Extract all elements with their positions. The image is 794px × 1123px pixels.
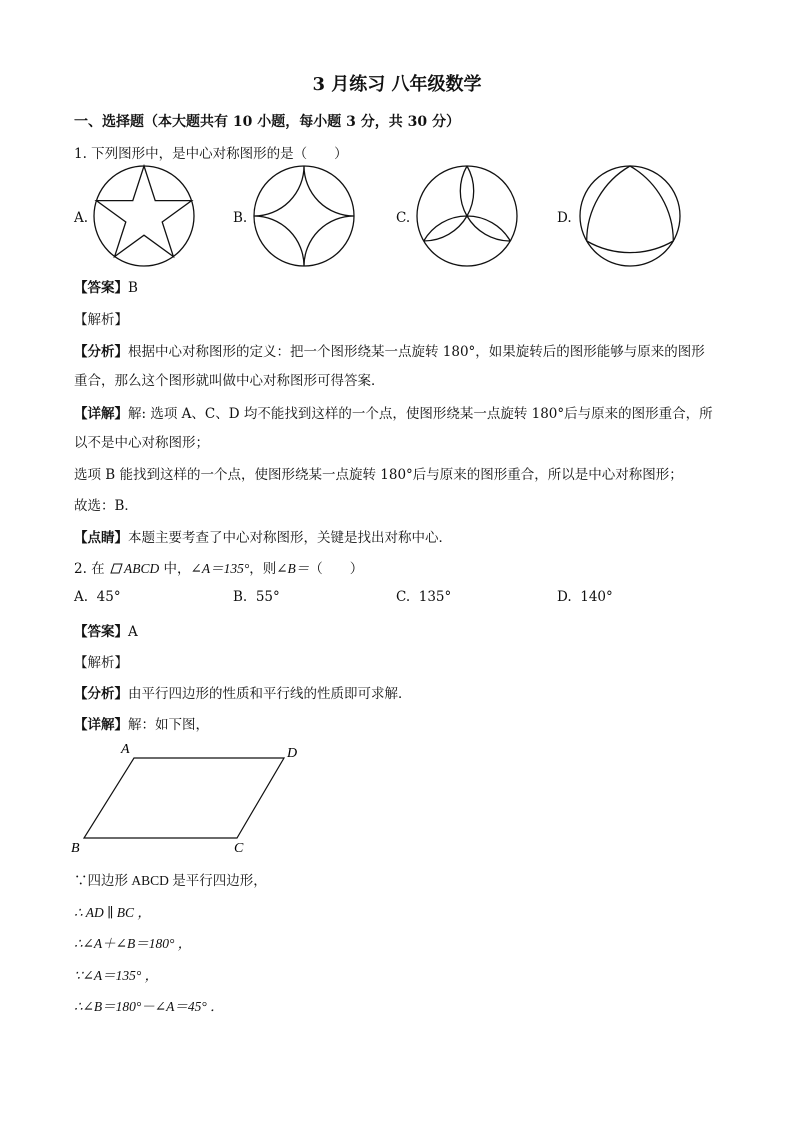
option-value: 45° — [96, 589, 121, 605]
xiangjie-text: 解：如下图， — [128, 717, 209, 733]
vertex-label-c: C — [234, 841, 244, 856]
page-title: 3 月练习 八年级数学 — [312, 74, 482, 95]
q1-option-c-label: C. — [396, 210, 411, 226]
answer-value: B — [128, 280, 138, 296]
q1-option-b-label: B. — [233, 210, 248, 226]
q2-option-d — [557, 589, 613, 605]
option-value: 135° — [418, 589, 452, 605]
q2-stem-post: ，则 — [249, 561, 277, 577]
answer-tag: 【答案】 — [74, 624, 128, 640]
fenxi-tag: 【分析】 — [74, 686, 128, 702]
q1-option-d-label: D. — [557, 210, 572, 226]
q2-option-c — [396, 589, 451, 605]
fenxi-text: 根据中心对称图形的定义：把一个图形绕某一点旋转 180°，如果旋转后的图形能够与原来的图形 — [128, 344, 705, 360]
q1-option-a-label: A. — [74, 210, 89, 226]
q1-option-d-figure — [578, 164, 682, 268]
q2-answer — [74, 620, 138, 640]
option-label: B. — [233, 589, 248, 605]
option-label: C. — [396, 589, 411, 605]
q1-option-b-figure — [252, 164, 356, 268]
q1-dianjing — [74, 526, 452, 546]
q2-angle-a: ∠A＝135° — [190, 561, 250, 576]
q2-stem-mid: 中， — [159, 561, 191, 577]
parallelogram-figure — [66, 738, 316, 858]
q1-fenxi — [74, 340, 705, 360]
q2-stem-end: （ ） — [309, 561, 364, 577]
q2-step-4: ∵∠A＝135° ， — [74, 968, 159, 983]
xiangjie-tag: 【详解】 — [74, 406, 128, 422]
q2-fenxi — [74, 682, 412, 702]
q2-xiangjie — [74, 713, 209, 733]
curved-triangle-shape — [587, 166, 674, 253]
q1-conclusion: 故选：B． — [74, 498, 138, 514]
section-heading: 一、选择题（本大题共有 10 小题，每小题 3 分，共 30 分） — [74, 114, 460, 130]
xiangjie-tag: 【详解】 — [74, 717, 128, 733]
answer-tag: 【答案】 — [74, 280, 128, 296]
q2-shape-name: ABCD — [123, 561, 160, 576]
q2-analysis-tag: 【解析】 — [74, 655, 128, 671]
option-value: 55° — [255, 589, 280, 605]
vertex-label-b: B — [71, 841, 80, 856]
q2-step-3: ∴∠A＋∠B＝180° ， — [74, 936, 192, 951]
option-value: 140° — [580, 589, 613, 605]
circle-shape — [254, 166, 354, 266]
q2-stem — [74, 557, 363, 577]
answer-value: A — [128, 624, 138, 640]
q2-option-b — [233, 589, 280, 605]
option-label: A. — [74, 589, 89, 605]
vertex-label-d: D — [287, 746, 298, 761]
fenxi-tag: 【分析】 — [74, 344, 128, 360]
q2-step-2: ∴ AD ∥ BC ， — [74, 905, 151, 920]
parallelogram-symbol-icon — [110, 563, 123, 574]
q2-angle-b: ∠B＝ — [276, 561, 310, 576]
petal-shape — [424, 216, 467, 241]
q1-xiangjie — [74, 402, 713, 422]
parallelogram-shape — [84, 758, 284, 838]
q2-step-1: ∵四边形 ABCD 是平行四边形， — [74, 873, 267, 888]
q2-step-5: ∴∠B＝180°－∠A＝45° ． — [74, 999, 224, 1014]
q1-analysis-tag: 【解析】 — [74, 312, 128, 328]
dianjing-tag: 【点睛】 — [74, 530, 128, 546]
q2-stem-prefix: 2. 在 — [74, 561, 105, 577]
q1-xiangjie-cont: 以不是中心对称图形； — [74, 435, 209, 451]
q1-option-c-figure — [415, 164, 519, 268]
q2-option-a — [74, 589, 121, 605]
q1-answer — [74, 276, 138, 296]
fenxi-text: 由平行四边形的性质和平行线的性质即可求解． — [128, 686, 412, 702]
vertex-label-a: A — [121, 742, 130, 757]
petal-shape — [460, 166, 473, 216]
q1-xiangjie-line3: 选项 B 能找到这样的一个点，使图形绕某一点旋转 180°后与原来的图形重合，所以是中心对称图形； — [74, 467, 683, 483]
q1-stem: 1. 下列图形中，是中心对称图形的是（ ） — [74, 146, 348, 162]
circle-shape — [580, 166, 680, 266]
q1-option-a-figure — [92, 164, 196, 268]
q1-fenxi-cont: 重合，那么这个图形就叫做中心对称图形可得答案． — [74, 373, 385, 389]
xiangjie-text: 解: 选项 A、C、D 均不能找到这样的一个点，使图形绕某一点旋转 180°后与原来的图形重合，所 — [128, 406, 713, 422]
circle-shape — [94, 166, 194, 266]
petal-shape — [467, 216, 510, 241]
dianjing-text: 本题主要考查了中心对称图形，关键是找出对称中心． — [128, 530, 452, 546]
option-label: D. — [557, 589, 572, 605]
